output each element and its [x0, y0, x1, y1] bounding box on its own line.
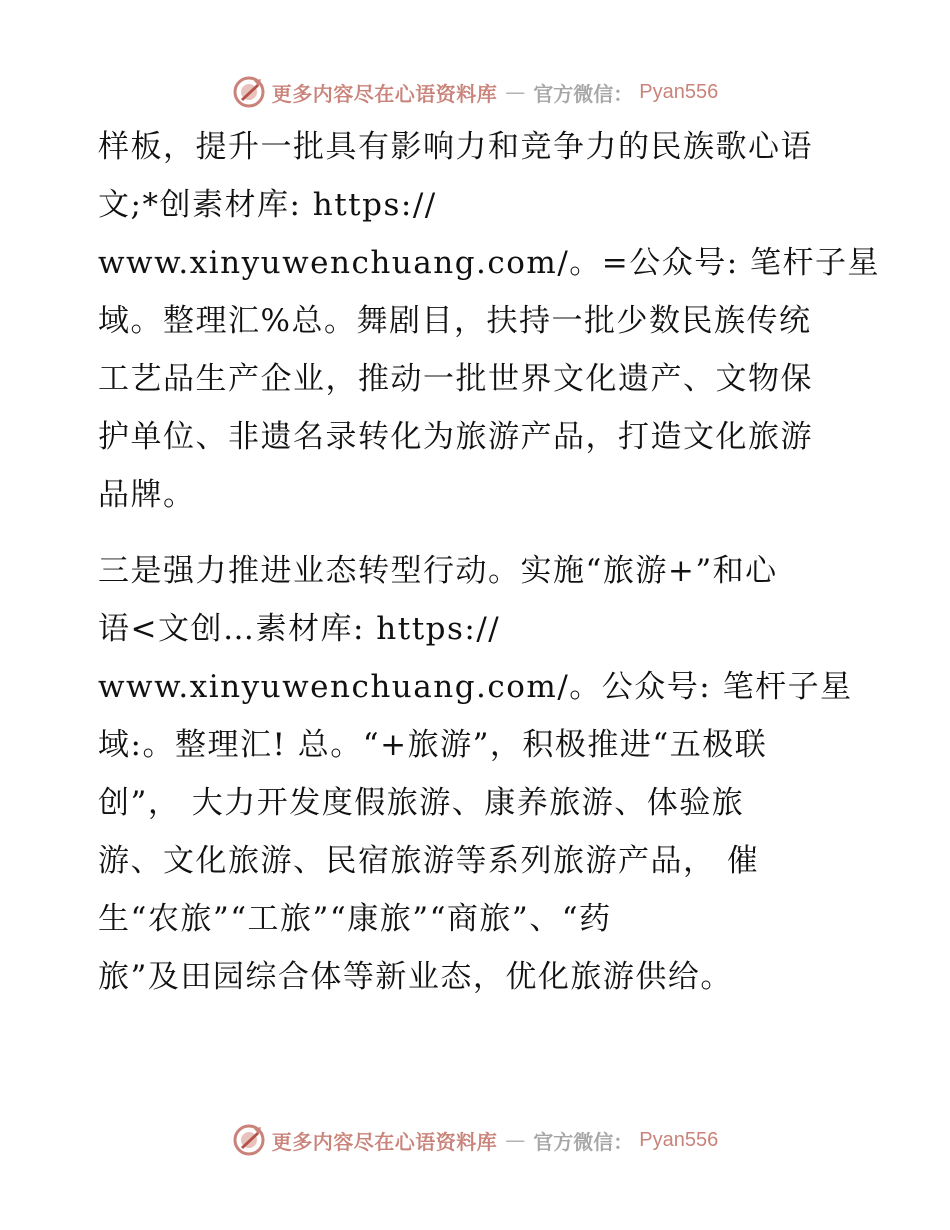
document-body	[98, 118, 881, 1006]
header-brand-text: 更多内容尽在心语资料库	[271, 81, 498, 106]
text-line: 三是强力推进业态转型行动。实施“旅游+”和心	[98, 553, 778, 589]
footer-brand-text: 更多内容尽在心语资料库	[271, 1129, 498, 1154]
text-line: 工艺品生产企业，推动一批世界文化遗产、文物保	[98, 361, 813, 397]
header-dash: —	[505, 80, 526, 104]
text-line: 文;*创素材库: https://	[98, 187, 437, 223]
header-wechat-id: Pyan556	[639, 80, 719, 103]
text-line: 旅”及田园综合体等新业态，优化旅游供给。	[98, 959, 733, 995]
text-line: www.xinyuwenchuang.com/。公众号: 笔杆子星	[98, 669, 853, 705]
header-wechat-label: 官方微信：	[533, 81, 634, 106]
paragraph-2	[98, 542, 858, 1006]
text-line: 生“农旅”“工旅”“康旅”“商旅”、“药	[98, 901, 612, 937]
brand-logo-icon	[232, 75, 266, 109]
text-line: 域。整理汇%总。舞剧目，扶持一批少数民族传统	[98, 303, 812, 339]
text-line: 创”， 大力开发度假旅游、康养旅游、体验旅	[98, 785, 745, 821]
text-line: 护单位、非遗名录转化为旅游产品，打造文化旅游	[98, 419, 813, 455]
text-line: 域:。整理汇! 总。“+旅游”，积极推进“五极联	[98, 727, 768, 763]
text-line: 语<文创…素材库: https://	[98, 611, 501, 647]
text-line: 品牌。	[98, 477, 196, 513]
text-line: 游、文化旅游、民宿旅游等系列旅游产品， 催	[98, 843, 760, 879]
footer-dash: —	[505, 1128, 526, 1152]
footer-wechat-label: 官方微信：	[533, 1129, 634, 1154]
text-line: 样板，提升一批具有影响力和竞争力的民族歌心语	[98, 129, 813, 165]
footer-banner	[0, 1120, 950, 1160]
brand-logo-icon	[232, 1123, 266, 1157]
text-line: www.xinyuwenchuang.com/。=公众号: 笔杆子星	[98, 245, 881, 281]
paragraph-spacer	[98, 524, 858, 542]
header-banner	[0, 72, 950, 112]
paragraph-1	[98, 118, 881, 524]
footer-wechat-id: Pyan556	[639, 1128, 719, 1151]
